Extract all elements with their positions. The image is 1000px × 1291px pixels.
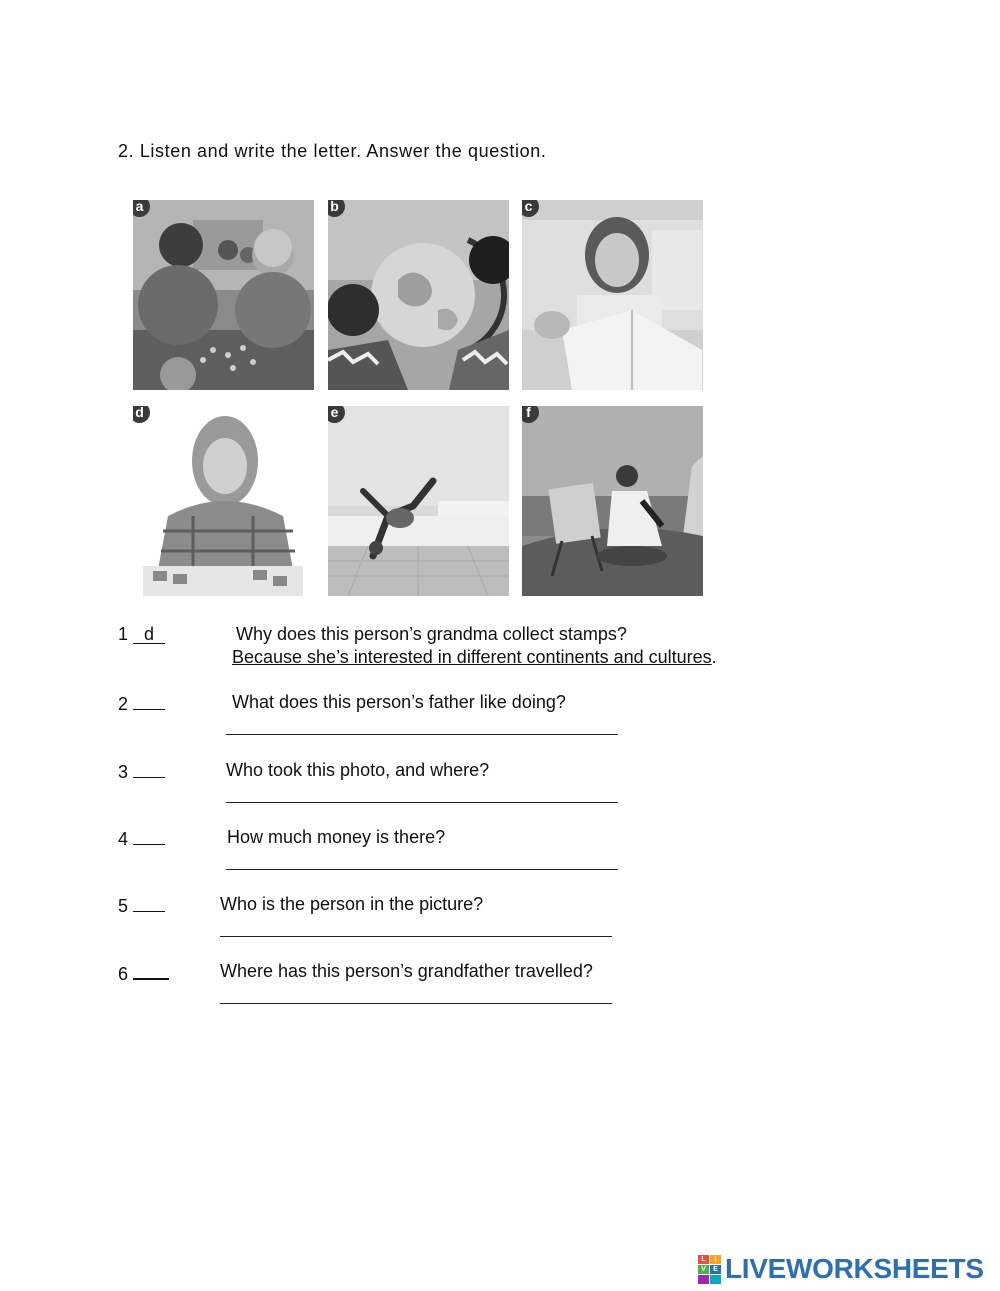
question-number-label: 6: [118, 964, 129, 984]
photo-letter-badge: e: [328, 406, 345, 423]
question-number: [118, 827, 165, 850]
question-text: Who is the person in the picture?: [220, 894, 484, 914]
logo-mark-cell: L: [698, 1255, 709, 1264]
question-text: Who took this photo, and where?: [226, 760, 490, 780]
answer-letter-blank[interactable]: [133, 894, 165, 912]
answer-letter-blank[interactable]: [133, 827, 165, 845]
answer-line[interactable]: [226, 734, 618, 735]
question-number-label: 5: [118, 896, 129, 916]
answer-text-period: .: [711, 647, 717, 667]
question-number-label: 4: [118, 829, 129, 849]
question-number: [118, 894, 165, 917]
question-number-label: 1: [118, 624, 129, 644]
liveworksheets-logo: [698, 1254, 984, 1284]
children-with-globe-photo: [328, 200, 509, 390]
boys-counting-coins-photo: [133, 200, 314, 390]
photo-c: [522, 200, 703, 390]
photo-letter-badge: f: [522, 406, 539, 423]
photo-e: [328, 406, 509, 596]
logo-text: LIVEWORKSHEETS: [725, 1253, 984, 1284]
photo-letter-badge: d: [133, 406, 150, 423]
photo-letter-badge: b: [328, 200, 345, 217]
question-text: What does this person’s father like doing?: [232, 692, 566, 712]
question-number: [118, 624, 165, 645]
answer-text-underlined: Because she’s interested in different continents and cultures: [232, 647, 712, 667]
photo-a: [133, 200, 314, 390]
girl-with-stamps-photo: [133, 406, 314, 596]
person-painting-by-sea-photo: [522, 406, 703, 596]
logo-mark-cell: [710, 1275, 721, 1284]
answer-letter-blank[interactable]: d: [133, 626, 165, 644]
photo-b: [328, 200, 509, 390]
question-number-label: 3: [118, 762, 129, 782]
photo-letter-badge: c: [522, 200, 539, 217]
answer-letter-blank[interactable]: [133, 961, 169, 980]
instruction-heading: 2. Listen and write the letter. Answer the question.: [118, 141, 547, 161]
question-number-label: 2: [118, 694, 129, 714]
logo-mark-cell: E: [710, 1265, 721, 1274]
answer-text[interactable]: [232, 647, 717, 668]
photo-f: [522, 406, 703, 596]
answer-line[interactable]: [226, 869, 618, 870]
question-text: Why does this person’s grandma collect stamps?: [236, 624, 627, 644]
boy-breakdancing-photo: [328, 406, 509, 596]
answer-letter-blank[interactable]: [133, 760, 165, 778]
question-number: [118, 961, 169, 985]
answer-line[interactable]: [220, 936, 612, 937]
logo-mark-cell: I: [710, 1255, 721, 1264]
question-number: [118, 692, 165, 715]
logo-mark-cell: [698, 1275, 709, 1284]
photo-letter-badge: a: [133, 200, 150, 217]
answer-letter-blank[interactable]: [133, 692, 165, 710]
question-number: [118, 760, 165, 783]
photo-d: [133, 406, 314, 596]
liveworksheets-logo-icon: [698, 1255, 721, 1284]
logo-mark-cell: V: [698, 1265, 709, 1274]
question-text: Where has this person’s grandfather travelled?: [220, 961, 593, 981]
answer-line[interactable]: [226, 802, 618, 803]
question-text: How much money is there?: [227, 827, 446, 847]
answer-line[interactable]: [220, 1003, 612, 1004]
girl-reading-book-photo: [522, 200, 703, 390]
